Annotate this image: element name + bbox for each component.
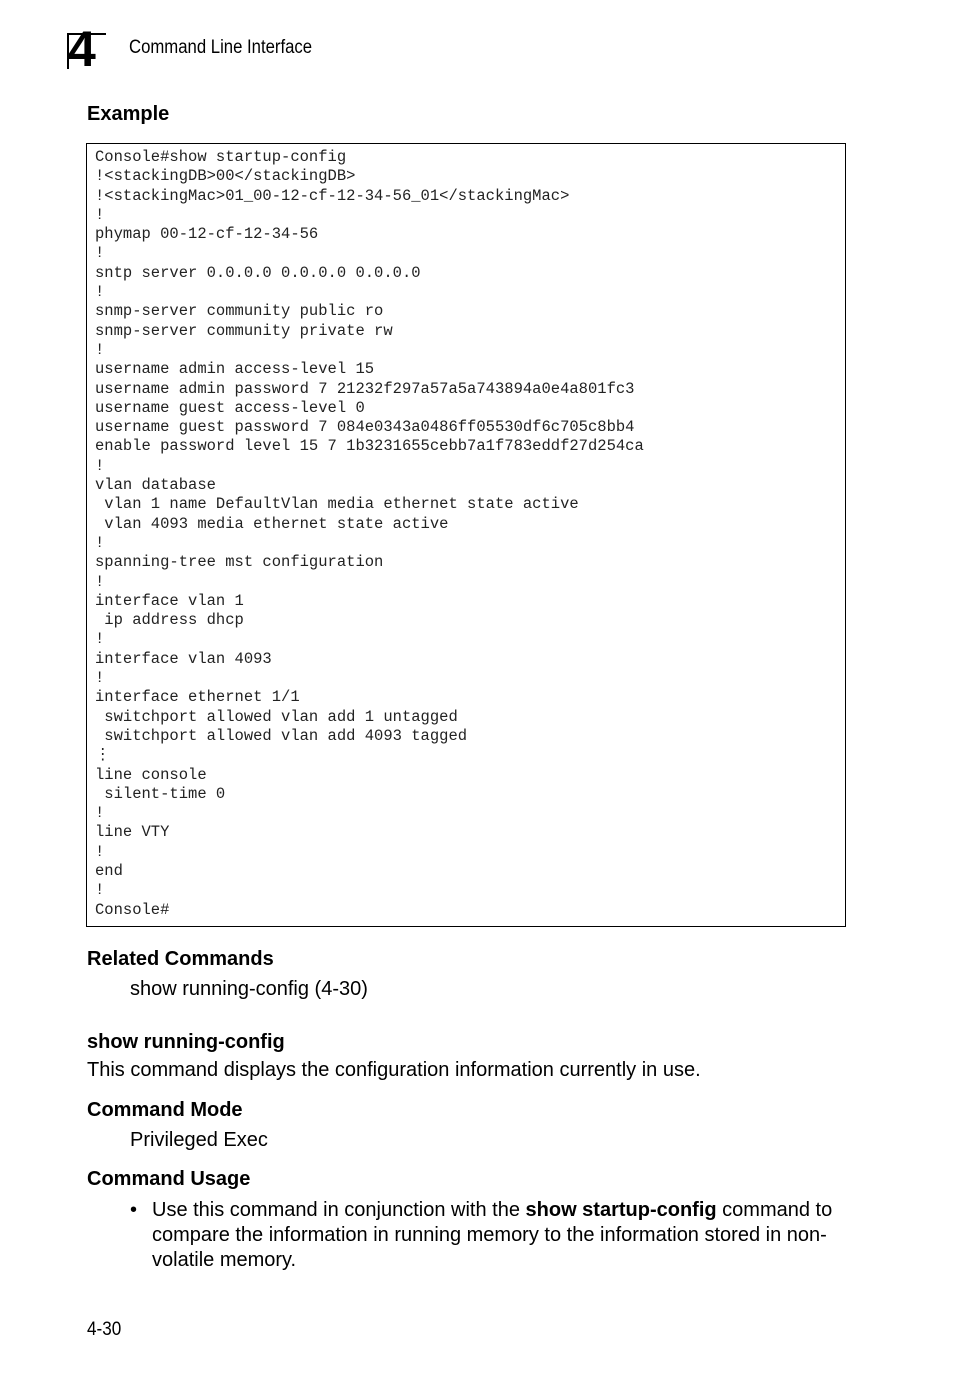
code-line: switchport allowed vlan add 4093 tagged bbox=[95, 726, 468, 745]
command-description: This command displays the configuration information currently in use. bbox=[87, 1059, 701, 1081]
code-line: ! bbox=[95, 804, 105, 823]
code-line: ⋮ bbox=[95, 746, 111, 765]
command-mode-value: Privileged Exec bbox=[130, 1129, 268, 1151]
code-line: line VTY bbox=[95, 823, 170, 842]
code-line: vlan 1 name DefaultVlan media ethernet state active bbox=[95, 495, 579, 514]
command-name-heading: show running-config bbox=[87, 1031, 285, 1053]
code-example-box bbox=[86, 143, 846, 927]
code-line: interface vlan 4093 bbox=[95, 649, 272, 668]
chapter-number: 4 bbox=[68, 21, 96, 77]
code-line: switchport allowed vlan add 1 untagged bbox=[95, 707, 458, 726]
code-line: end bbox=[95, 861, 123, 880]
example-heading: Example bbox=[87, 103, 170, 125]
code-line: Console# bbox=[95, 900, 170, 919]
code-line: enable password level 15 7 1b3231655cebb7a1f783eddf27d254ca bbox=[95, 437, 644, 456]
code-line: line console bbox=[95, 765, 207, 784]
code-line: ip address dhcp bbox=[95, 611, 244, 630]
code-line: Console#show startup-config bbox=[95, 148, 347, 166]
code-line: ! bbox=[95, 881, 105, 900]
code-line: snmp-server community private rw bbox=[95, 321, 393, 340]
code-line: snmp-server community public ro bbox=[95, 302, 384, 321]
bullet-marker: • bbox=[130, 1199, 138, 1221]
usage-command-bold: show startup-config bbox=[525, 1199, 717, 1221]
code-line: vlan database bbox=[95, 476, 216, 495]
code-line: vlan 4093 media ethernet state active bbox=[95, 514, 449, 533]
code-line: interface vlan 1 bbox=[95, 591, 244, 610]
code-line: ! bbox=[95, 456, 105, 475]
code-line: username admin password 7 21232f297a57a5a743894a0e4a801fc3 bbox=[95, 379, 635, 398]
code-line: ! bbox=[95, 340, 105, 359]
code-line: ! bbox=[95, 630, 105, 649]
code-line: ! bbox=[95, 283, 105, 302]
code-line: username guest access-level 0 bbox=[95, 398, 365, 417]
code-line: ! bbox=[95, 205, 105, 224]
usage-text-after: command to compare the information in running memory to the information stored in non-volatile memory. bbox=[152, 1199, 833, 1271]
code-line: username guest password 7 084e0343a0486ff05530df6c705c8bb4 bbox=[95, 418, 635, 437]
code-line: ! bbox=[95, 533, 105, 552]
usage-text-before: Use this command in conjunction with the bbox=[152, 1199, 526, 1221]
related-command-link[interactable]: show running-config (4-30) bbox=[130, 978, 368, 1000]
command-usage-heading: Command Usage bbox=[87, 1168, 251, 1190]
code-line: ! bbox=[95, 244, 105, 263]
running-header-title: Command Line Interface bbox=[129, 37, 313, 58]
code-line: ! bbox=[95, 669, 105, 688]
code-listing bbox=[95, 148, 644, 920]
code-line: spanning-tree mst configuration bbox=[95, 553, 384, 572]
code-line: !<stackingMac>01_00-12-cf-12-34-56_01</stackingMac> bbox=[95, 186, 570, 205]
command-mode-heading: Command Mode bbox=[87, 1099, 243, 1121]
related-commands-heading: Related Commands bbox=[87, 948, 274, 970]
code-line: sntp server 0.0.0.0 0.0.0.0 0.0.0.0 bbox=[95, 263, 421, 282]
page-number: 4-30 bbox=[87, 1319, 122, 1340]
code-line: !<stackingDB>00</stackingDB> bbox=[95, 167, 356, 186]
code-line: phymap 00-12-cf-12-34-56 bbox=[95, 225, 319, 244]
code-line: username admin access-level 15 bbox=[95, 360, 375, 379]
code-line: interface ethernet 1/1 bbox=[95, 688, 300, 707]
usage-bullet-text bbox=[152, 1198, 852, 1273]
code-line: ! bbox=[95, 842, 105, 861]
code-line: ! bbox=[95, 572, 105, 591]
code-line: silent-time 0 bbox=[95, 784, 226, 803]
